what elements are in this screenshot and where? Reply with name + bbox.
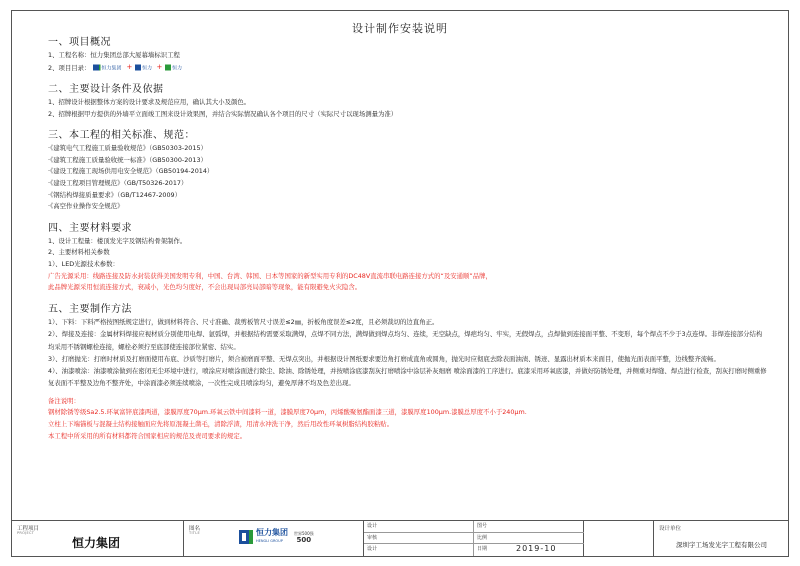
standard-item: ·《钢结构焊接质量要求》（GB/T12467-2009）	[48, 190, 182, 199]
plus-icon: +	[156, 62, 163, 71]
project-list-label: 2、项目目录：	[48, 63, 91, 72]
tb-field: 审核	[364, 533, 474, 545]
tb-project-sub: PROJECT	[17, 531, 35, 535]
document-title: 设计制作安装说明	[352, 22, 448, 35]
s4-item: 1）、LED光源技术参数：	[48, 259, 119, 268]
method-item: 3）、打磨抛光：打磨时材质及打磨面使用布底、沙质等打磨片，须合被磨面平整、无焊点突出，并根据设计图纸要求要边角打磨成直角或圆角，抛光时应彻底去除表面油渍、锈迹、显露出材质本来面目，使抛光面表面平整，边线整齐流畅。	[48, 354, 720, 363]
s4-item: 1、设计工程量：楼顶发光字及钢结构骨架制作。	[48, 236, 187, 245]
tb-project-cell	[12, 521, 184, 556]
section-3-heading: 三、本工程的相关标准、规范：	[48, 130, 195, 142]
standard-item: ·《建设工程施工现场供用电安全规范》（GB50194-2014）	[48, 167, 214, 176]
tb-fields-grid	[364, 521, 584, 556]
badge-text: 世界500强	[294, 531, 314, 536]
s2-item: 2、招牌根据甲方提供的外墙平立面竣工图来设计效果图，并结合实际情况确认各个项目的尺寸（实际尺寸以现场测量为准）	[48, 109, 398, 118]
section-4-heading: 四、主要材料要求	[48, 222, 132, 234]
project-name-line: 1、工程名称：恒力集团总部大厦幕墙标识工程	[48, 51, 180, 59]
tb-project-label: 工程项目	[17, 526, 40, 532]
title-block	[12, 520, 788, 556]
standard-item: ·《高空作业操作安全规范》	[48, 202, 124, 211]
standard-item: ·《建设工程项目管理规范》（GB/T50326-2017）	[48, 178, 188, 187]
hengli-logo-2	[135, 64, 153, 71]
logo-name: 恒力集团	[256, 528, 288, 537]
project-list-line	[48, 62, 768, 74]
hengli-group-logo	[239, 529, 314, 545]
drawing-sheet	[11, 10, 789, 557]
svg-text:恒力集团: 恒力集团	[101, 65, 122, 71]
tb-field: 比例	[474, 533, 584, 545]
hengli-emblem-icon	[239, 530, 253, 544]
s2-item: 1、招牌设计根据整体方案的设计要求及规范应用，确认其大小及颜色。	[48, 97, 251, 106]
tb-drawing-label: 图名	[189, 526, 201, 532]
svg-text:恒力: 恒力	[172, 65, 183, 71]
tb-company-cell	[654, 521, 788, 556]
section-1-heading: 一、项目概况	[48, 37, 111, 48]
method-item: 4）、油漆喷涂：油漆喷涂做到在密闭无尘环境中进行，喷涂应对喷涂面进行除尘、除油、除锈处理，并按喷涂底漆刮灰打磨喷涂中涂层补灰细磨 喷涂面漆的工序进行。底漆采用环氧底漆，并做好防锈处理，并侧重对焊缝、焊点进行检查，刮灰打磨时侧重修复表面不平整及边角不整齐处，中涂面漆必须连续喷涂，一次性完成且喷涂均匀，避免厚薄不均及色差出现。	[48, 367, 767, 388]
tb-date: 2019-10	[516, 544, 557, 554]
tb-field: 设计	[364, 521, 474, 533]
standard-item: ·《建筑工程施工质量验收统一标准》（GB50300-2013）	[48, 155, 207, 164]
tb-unit-label: 设计单位	[659, 526, 682, 532]
plus-icon: +	[126, 62, 133, 71]
tb-blank-cell	[584, 521, 654, 556]
method-item: 1）、下料：下料严格按图纸规定进行，做到材料符合、尺寸准确、裁剪板管尺寸误差≤2㎜，折板角度误差≤2度，且必须裁切的边直角正。	[48, 317, 439, 326]
logo-sub: HENGLI GROUP	[256, 539, 283, 543]
badge-number: 500	[296, 536, 312, 544]
s4-item: 2、主要材料相关参数	[48, 248, 110, 257]
tb-drawing-sub: TITLE	[189, 531, 200, 535]
section-5-heading: 五、主要制作方法	[48, 303, 132, 315]
remark-line: 本工程中所采用的所有材料都符合国家相应的规范及责司要求的规定。	[48, 431, 247, 440]
led-spec-red: 广告光源采用：线路连接及防水封装获得美国发明专利，中国、台湾、韩国、日本等国家的新型实用专利的DC48V直流串联电路连接方式的“及安通顺”品牌，	[48, 271, 492, 280]
content	[48, 33, 768, 442]
standard-item: ·《建筑电气工程施工质量验收规范》（GB50303-2015）	[48, 144, 207, 153]
tb-company-name: 深圳宇工场发光字工程有限公司	[676, 541, 767, 549]
hengli-logo-1	[93, 64, 123, 71]
hengli-logo-3	[165, 64, 183, 71]
svg-text:恒力: 恒力	[142, 65, 153, 71]
remarks-label: 备注说明：	[48, 396, 80, 405]
tb-field: 图号	[474, 521, 584, 533]
tb-field: 日期	[477, 546, 488, 553]
method-item: 2）、焊接及连接：金属材料焊接应视材质分别使用电焊、氩弧焊，并根据结构需要采取满焊，点焊不同方法，满焊做到焊点均匀、连续，无空缺点，焊疤均匀、牢实，无假焊点，点焊做到连接面平整、不变形，每个焊点不少于3点连焊。非焊连接部分结构均采用不锈钢螺栓连接，螺栓必须拧至底部使连接部位紧密、结实。	[48, 330, 763, 351]
tb-field: 设计	[364, 544, 474, 556]
tb-drawing-cell	[184, 521, 364, 556]
remark-line: 立柱上下端锚板与混凝土结构接触面应先将原混凝土凿毛，清除浮渣，用清水冲洗干净，然后用改性环氧树脂结构胶粘贴。	[48, 419, 394, 428]
section-2-heading: 二、主要设计条件及依据	[48, 83, 164, 95]
world-500-badge	[294, 531, 314, 543]
remark-line: 钢材除锈等级Sa2.5.环氧富锌底漆两道，漆膜厚度70μm.环氧云铁中间漆料一道，漆膜厚度70μm，丙烯酸聚氨酯面漆三道，漆膜厚度100μm.漆膜总厚度不小于240μm.	[48, 408, 527, 417]
led-spec-red: 此品牌光源采用恒流连接方式，衰减小，光色均匀度好，不会出现局部亮局部暗等现象，能有限避免火灾隐含。	[48, 283, 362, 292]
tb-date-cell	[474, 544, 584, 556]
tb-project-name: 恒力集团	[72, 536, 121, 550]
